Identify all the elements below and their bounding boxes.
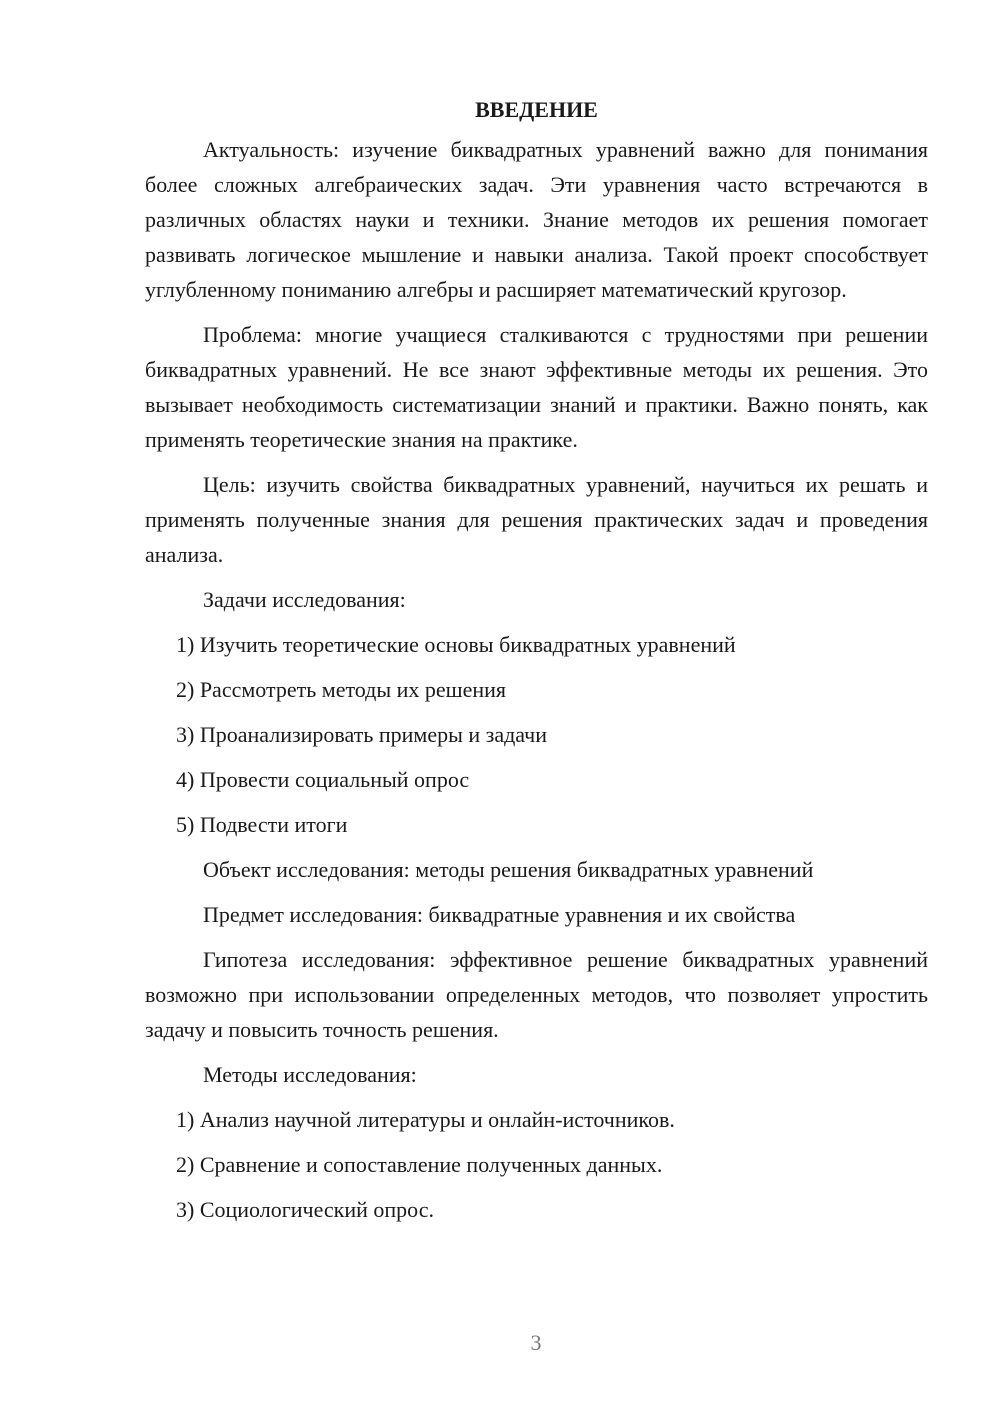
hypothesis-paragraph: Гипотеза исследования: эффективное решение биквадратных уравнений возможно при использовании определенных методов, что позволяет упростить задачу и повысить точность решения. [145,947,928,1042]
methods-heading: Методы исследования: [203,1062,417,1087]
tasks-heading: Задачи исследования: [203,587,406,612]
method-item: 3) Социологический опрос. [176,1197,434,1222]
task-item: 2) Рассмотреть методы их решения [176,677,507,702]
task-item: 3) Проанализировать примеры и задачи [176,722,548,747]
page-content [145,92,928,1237]
relevance-paragraph: Актуальность: изучение биквадратных уравнений важно для понимания более сложных алгебраических задач. Эти уравнения часто встречаются в различных областях науки и техники. Знание методов их решения помогает развивать логическое мышление и навыки анализа. Такой проект способствует углубленному пониманию алгебры и расширяет математический кругозор. [145,137,928,302]
task-item: 5) Подвести итоги [176,812,348,837]
task-item: 1) Изучить теоретические основы биквадратных уравнений [176,632,736,657]
page-title: ВВЕДЕНИЕ [475,97,598,122]
method-item: 2) Сравнение и сопоставление полученных данных. [176,1152,663,1177]
problem-paragraph: Проблема: многие учащиеся сталкиваются с трудностями при решении биквадратных уравнений. Не все знают эффективные методы их решения. Это вызывает необходимость систематизации знаний и практики. Важно понять, как применять теоретические знания на практике. [145,322,928,452]
page-number: 3 [530,1330,542,1355]
goal-paragraph: Цель: изучить свойства биквадратных уравнений, научиться их решать и применять полученные знания для решения практических задач и проведения анализа. [145,472,928,567]
object-line: Объект исследования: методы решения биквадратных уравнений [203,857,814,882]
subject-line: Предмет исследования: биквадратные уравнения и их свойства [203,902,796,927]
method-item: 1) Анализ научной литературы и онлайн-источников. [176,1107,675,1132]
task-item: 4) Провести социальный опрос [176,767,470,792]
